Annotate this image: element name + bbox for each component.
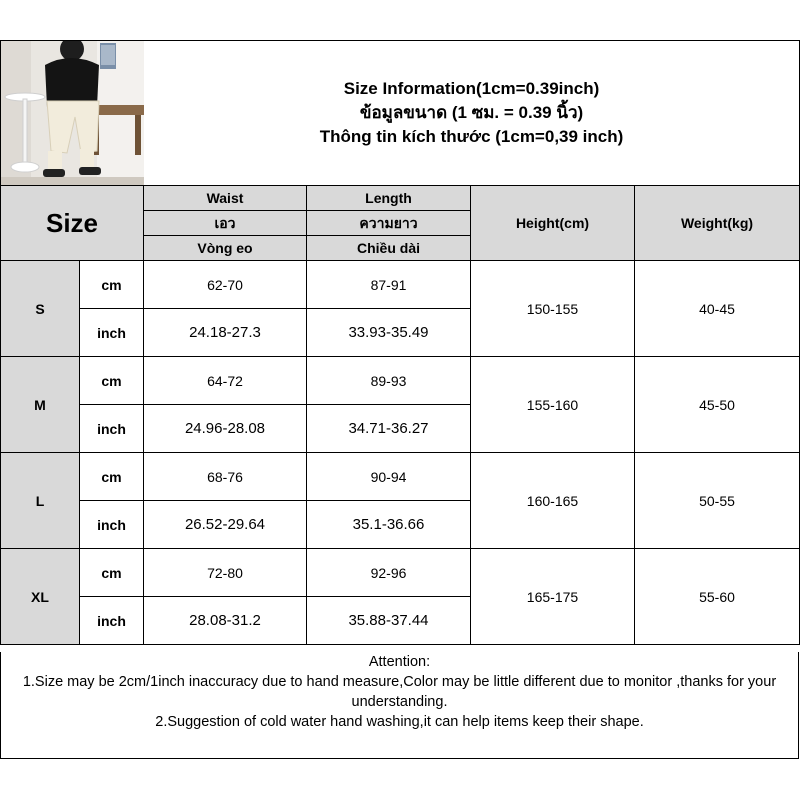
unit-label: inch xyxy=(80,597,144,645)
waist-inch-value: 24.96-28.08 xyxy=(144,405,307,453)
weight-value: 45-50 xyxy=(635,357,800,453)
product-photo-cell xyxy=(1,41,144,186)
waist-cm-value: 68-76 xyxy=(144,453,307,501)
waist-cm-value: 64-72 xyxy=(144,357,307,405)
size-name: S xyxy=(1,261,80,357)
length-cm-value: 89-93 xyxy=(307,357,471,405)
height-value: 165-175 xyxy=(471,549,635,645)
length-inch-value: 35.1-36.66 xyxy=(307,501,471,549)
length-header-vi: Chiều dài xyxy=(307,236,471,261)
weight-value: 55-60 xyxy=(635,549,800,645)
attention-note-1-continued: understanding. xyxy=(351,694,448,710)
weight-value: 40-45 xyxy=(635,261,800,357)
unit-label: cm xyxy=(80,549,144,597)
table-row xyxy=(1,261,800,309)
attention-note-2: 2.Suggestion of cold water hand washing,it can help items keep their shape. xyxy=(155,714,644,730)
waist-inch-value: 28.08-31.2 xyxy=(144,597,307,645)
unit-label: inch xyxy=(80,501,144,549)
size-info-title-vi: Thông tin kích thước (1cm=0,39 inch) xyxy=(319,127,624,146)
table-row xyxy=(1,453,800,501)
waist-header-vi: Vòng eo xyxy=(144,236,307,261)
height-value: 155-160 xyxy=(471,357,635,453)
size-info-title-en: Size Information(1cm=0.39inch) xyxy=(343,79,600,98)
size-name: M xyxy=(1,357,80,453)
length-inch-value: 34.71-36.27 xyxy=(307,405,471,453)
length-header-en: Length xyxy=(307,186,471,211)
unit-label: cm xyxy=(80,261,144,309)
size-name: L xyxy=(1,453,80,549)
product-photo xyxy=(1,41,144,185)
length-cm-value: 92-96 xyxy=(307,549,471,597)
unit-label: cm xyxy=(80,357,144,405)
length-cm-value: 90-94 xyxy=(307,453,471,501)
unit-label: inch xyxy=(80,405,144,453)
size-info-title-th: ข้อมูลขนาด (1 ซม. = 0.39 นิ้ว) xyxy=(359,103,584,122)
waist-header-th: เอว xyxy=(144,211,307,236)
waist-inch-value: 24.18-27.3 xyxy=(144,309,307,357)
height-value: 150-155 xyxy=(471,261,635,357)
attention-notes xyxy=(0,652,799,759)
table-row xyxy=(1,357,800,405)
waist-header-en: Waist xyxy=(144,186,307,211)
height-value: 160-165 xyxy=(471,453,635,549)
length-cm-value: 87-91 xyxy=(307,261,471,309)
attention-title: Attention: xyxy=(368,654,431,670)
weight-header: Weight(kg) xyxy=(635,186,800,261)
waist-inch-value: 26.52-29.64 xyxy=(144,501,307,549)
table-row xyxy=(1,549,800,597)
size-information-header xyxy=(144,41,800,186)
size-chart-table xyxy=(0,40,800,645)
waist-cm-value: 72-80 xyxy=(144,549,307,597)
size-name: XL xyxy=(1,549,80,645)
unit-label: cm xyxy=(80,453,144,501)
height-header: Height(cm) xyxy=(471,186,635,261)
length-inch-value: 35.88-37.44 xyxy=(307,597,471,645)
weight-value: 50-55 xyxy=(635,453,800,549)
size-column-header: Size xyxy=(1,186,144,261)
attention-note-1: 1.Size may be 2cm/1inch inaccuracy due to hand measure,Color may be little different due to monitor ,thanks for your xyxy=(22,674,777,690)
unit-label: inch xyxy=(80,309,144,357)
length-inch-value: 33.93-35.49 xyxy=(307,309,471,357)
length-header-th: ความยาว xyxy=(307,211,471,236)
waist-cm-value: 62-70 xyxy=(144,261,307,309)
